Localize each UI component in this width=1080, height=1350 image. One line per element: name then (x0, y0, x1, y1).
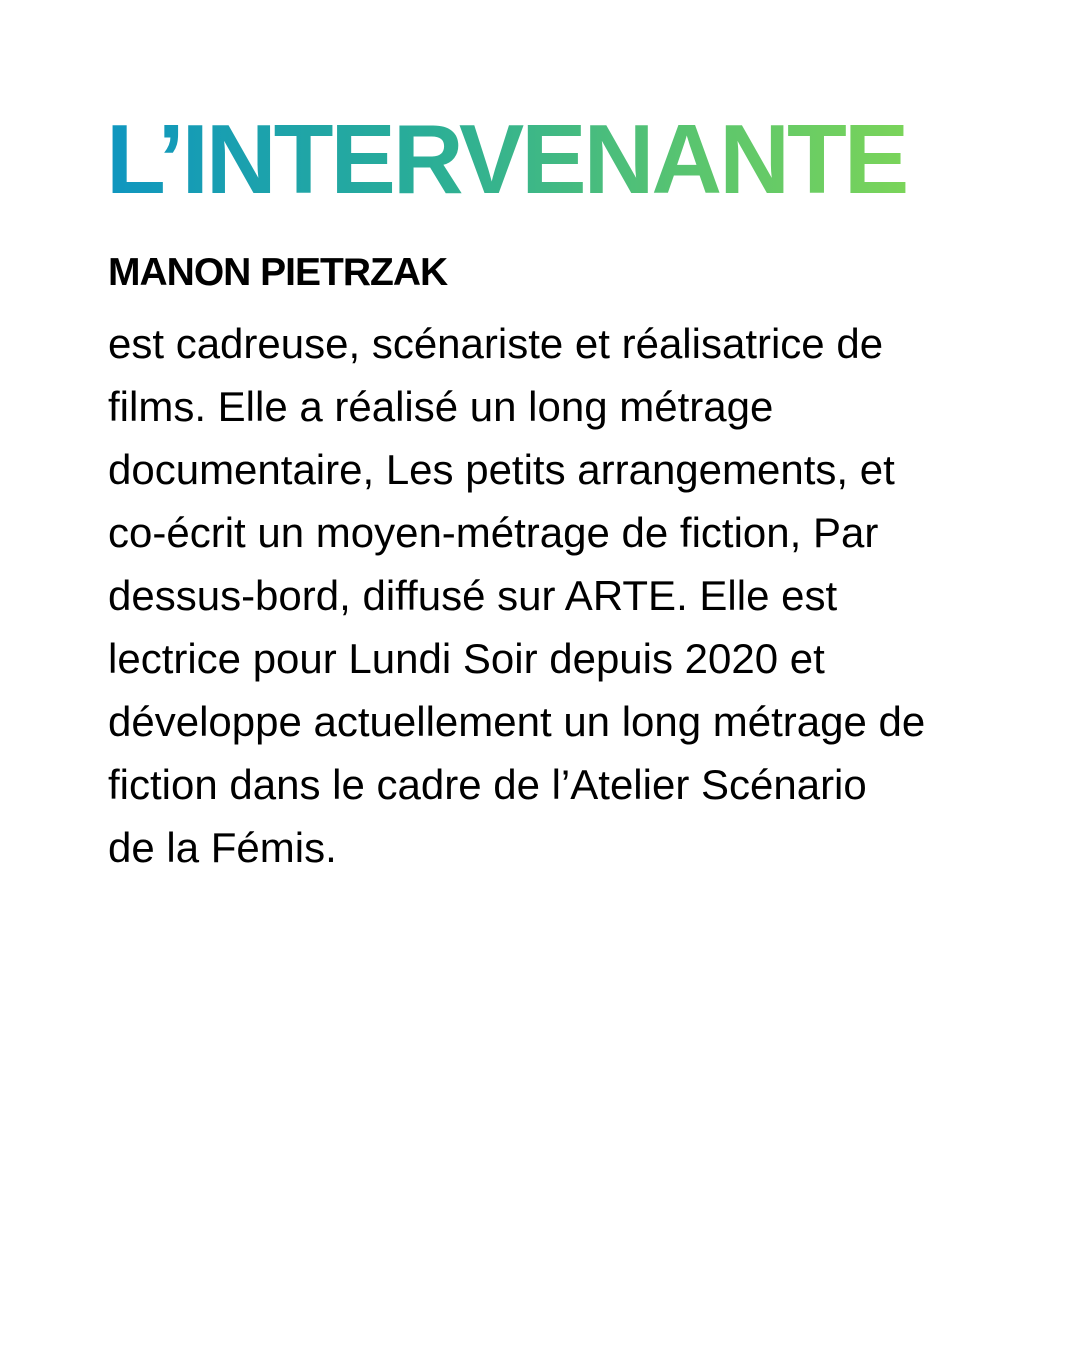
speaker-bio (108, 312, 988, 879)
page-title: L’INTERVENANTE (106, 104, 907, 214)
bio-line: dessus-bord, diffusé sur ARTE. Elle est (108, 572, 838, 619)
bio-line: développe actuellement un long métrage de (108, 698, 926, 745)
bio-line: documentaire, Les petits arrangements, et (108, 446, 895, 493)
bio-line: films. Elle a réalisé un long métrage (108, 383, 774, 430)
speaker-name: MANON PIETRZAK (108, 251, 448, 294)
bio-line: lectrice pour Lundi Soir depuis 2020 et (108, 635, 825, 682)
bio-line: fiction dans le cadre de l’Atelier Scénario (108, 761, 867, 808)
bio-line: co-écrit un moyen-métrage de fiction, Par (108, 509, 879, 556)
bio-line: de la Fémis. (108, 824, 337, 871)
bio-line: est cadreuse, scénariste et réalisatrice de (108, 320, 884, 367)
